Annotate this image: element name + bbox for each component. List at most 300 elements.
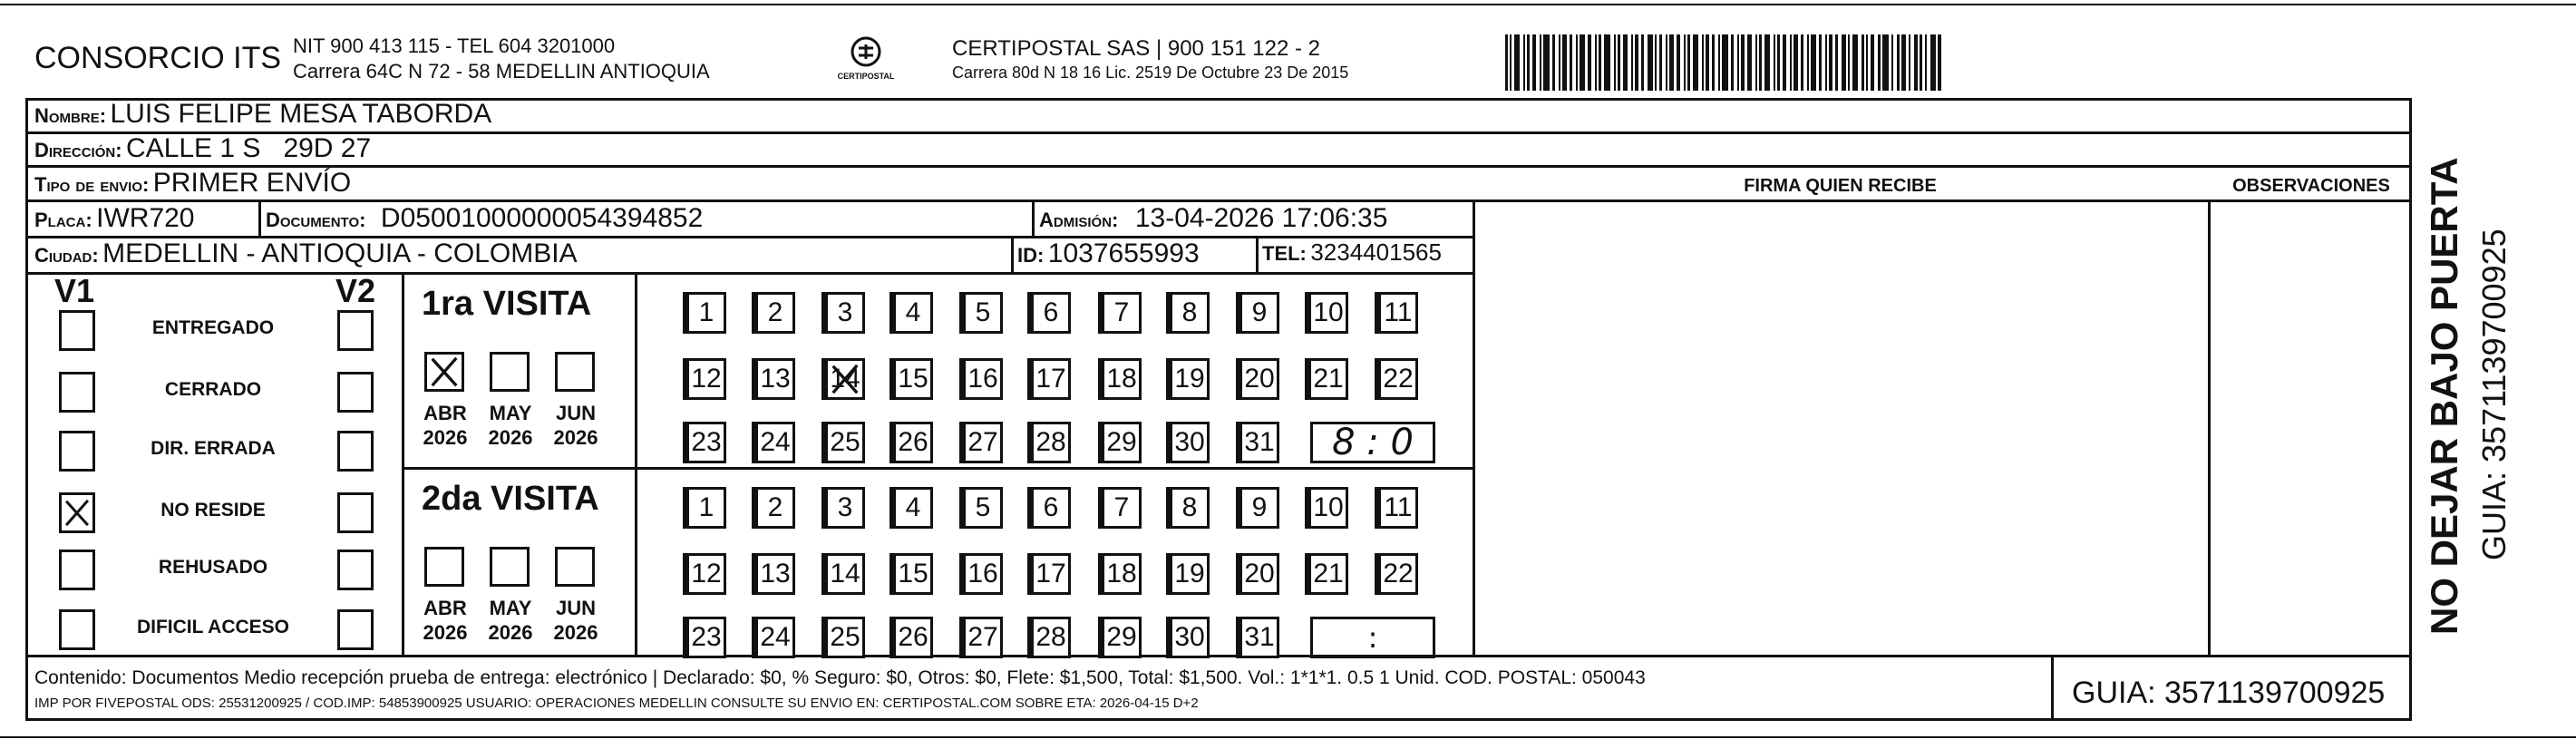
id-value: 1037655993 — [1047, 238, 1200, 268]
admission-field — [1039, 203, 1387, 234]
day-number: 30 — [1174, 427, 1205, 457]
month-name: JUN — [555, 597, 596, 619]
col-status-right — [402, 272, 404, 655]
name-value: LUIS FELIPE MESA TABORDA — [110, 99, 492, 129]
month-checkbox[interactable] — [490, 547, 530, 587]
day-cell[interactable] — [686, 358, 726, 400]
barcode-bar — [1819, 34, 1822, 91]
day-cell[interactable] — [1102, 617, 1142, 658]
month-year: 2026 — [488, 621, 533, 644]
day-number: 24 — [760, 622, 791, 652]
barcode-bar — [1731, 34, 1734, 91]
status-v2-checkbox[interactable] — [337, 372, 374, 413]
barcode-bar — [1901, 34, 1906, 91]
day-number: 14 — [830, 559, 860, 588]
day-number: 8 — [1181, 492, 1198, 522]
day-number: 3 — [837, 492, 853, 522]
address-value: CALLE 1 S 29D 27 — [126, 133, 372, 163]
day-number: 28 — [1035, 622, 1066, 652]
document-label: Documento: — [266, 209, 366, 231]
day-number: 25 — [830, 622, 860, 652]
barcode-bar — [1604, 34, 1610, 91]
day-number: 9 — [1251, 492, 1268, 522]
col-observations-left — [2208, 199, 2211, 655]
day-cell[interactable] — [1239, 292, 1279, 334]
city-field — [34, 238, 578, 269]
day-number: 22 — [1383, 364, 1414, 394]
status-label: DIR. ERRADA — [151, 438, 276, 459]
day-cell[interactable] — [893, 358, 933, 400]
day-cell[interactable] — [755, 422, 795, 463]
day-number: 28 — [1035, 427, 1066, 457]
sender-line2: Carrera 64C N 72 - 58 MEDELLIN ANTIOQUIA — [293, 60, 710, 83]
barcode-bar — [1777, 34, 1780, 91]
day-number: 6 — [1043, 297, 1059, 327]
day-cell[interactable] — [825, 358, 865, 400]
barcode-bar — [1848, 34, 1850, 91]
signature-header: FIRMA QUIEN RECIBE — [1744, 176, 1937, 196]
carrier-line1: CERTIPOSTAL SAS | 900 151 122 - 2 — [952, 36, 1320, 61]
barcode-bar — [1580, 34, 1585, 91]
day-number: 20 — [1244, 559, 1275, 588]
barcode-bar — [1747, 34, 1752, 91]
barcode-bar — [1862, 34, 1864, 91]
barcode-bar — [1648, 34, 1653, 91]
month-year: 2026 — [423, 621, 468, 644]
row-line-6 — [25, 655, 2412, 657]
day-cell[interactable] — [755, 617, 795, 658]
id-divider — [1011, 236, 1014, 272]
day-cell[interactable] — [1170, 487, 1210, 529]
status-v1-checkbox[interactable] — [59, 431, 95, 472]
day-number: 10 — [1313, 297, 1344, 327]
barcode-bar — [1540, 34, 1541, 91]
day-number: 26 — [898, 427, 928, 457]
carrier-line2: Carrera 80d N 18 16 Lic. 2519 De Octubre 23 De 2015 — [952, 63, 1349, 82]
day-cell[interactable] — [1239, 617, 1279, 658]
barcode-bar — [1532, 34, 1536, 91]
day-number: 26 — [898, 622, 928, 652]
barcode-bar — [1835, 34, 1838, 91]
barcode-bar — [1783, 34, 1786, 91]
barcode-bar — [1755, 34, 1757, 91]
day-number: 17 — [1035, 364, 1066, 394]
status-v2-checkbox[interactable] — [337, 550, 374, 590]
day-number: 1 — [698, 492, 714, 522]
month-checkbox[interactable] — [490, 352, 530, 392]
barcode-bar — [1878, 34, 1881, 91]
barcode-bar — [1882, 34, 1889, 91]
document-field — [266, 203, 703, 234]
barcode-bar — [1659, 34, 1662, 91]
day-cell[interactable] — [755, 358, 795, 400]
tel-value: 3234401565 — [1310, 238, 1442, 266]
day-number: 31 — [1244, 427, 1275, 457]
barcode-bar — [1641, 34, 1644, 91]
month-checkbox[interactable] — [555, 547, 595, 587]
day-cell[interactable] — [963, 487, 1003, 529]
barcode-bar — [1599, 34, 1601, 91]
x-mark-icon — [62, 495, 92, 530]
barcode-bar — [1706, 34, 1709, 91]
day-cell[interactable] — [1102, 487, 1142, 529]
name-field — [34, 99, 491, 130]
day-cell[interactable] — [1239, 487, 1279, 529]
barcode-bar — [1552, 34, 1555, 91]
top-scan-line — [0, 4, 2576, 5]
v2-label: V2 — [335, 272, 376, 309]
barcode-bar — [1523, 34, 1525, 91]
day-cell[interactable] — [1170, 617, 1210, 658]
barcode-bar — [1909, 34, 1910, 91]
barcode-bar — [1801, 34, 1803, 91]
barcode-bar — [1666, 34, 1667, 91]
status-v1-checkbox[interactable] — [59, 609, 95, 650]
day-cell[interactable] — [825, 617, 865, 658]
barcode-bar — [1618, 34, 1620, 91]
day-cell[interactable] — [963, 553, 1003, 595]
day-number: 15 — [898, 364, 928, 394]
document-value: D05001000000054394852 — [380, 203, 704, 233]
status-label: NO RESIDE — [160, 500, 266, 520]
admission-value: 13-04-2026 17:06:35 — [1134, 203, 1388, 233]
barcode-bar — [1595, 34, 1597, 91]
admission-label: Admisión: — [1039, 209, 1119, 231]
visit-time-box[interactable] — [1310, 617, 1435, 658]
barcode-bar — [1774, 34, 1775, 91]
day-cell[interactable] — [963, 422, 1003, 463]
day-cell[interactable] — [1308, 292, 1348, 334]
day-cell[interactable] — [755, 292, 795, 334]
barcode-bar — [1920, 34, 1922, 91]
day-number: 1 — [698, 297, 714, 327]
day-number: 19 — [1174, 559, 1205, 588]
day-number: 21 — [1313, 559, 1344, 588]
footer-line2: IMP POR FIVEPOSTAL ODS: 25531200925 / COD.IMP: 54853900925 USUARIO: OPERACIONES MEDELLIN CONSULTE SU ENVIO EN: CERTIPOSTAL.COM SOBRE ETA: 2026-04-15 D+2 — [34, 696, 1199, 711]
day-cell[interactable] — [1031, 553, 1071, 595]
barcode-bar — [1623, 34, 1628, 91]
day-cell[interactable] — [963, 617, 1003, 658]
day-cell[interactable] — [893, 422, 933, 463]
day-cell[interactable] — [1239, 358, 1279, 400]
row-line-2 — [25, 165, 2412, 168]
day-number: 16 — [967, 364, 998, 394]
plate-value: IWR720 — [96, 203, 195, 233]
plate-divider — [258, 199, 261, 236]
day-number: 29 — [1106, 427, 1137, 457]
tel-field — [1262, 238, 1442, 267]
day-number: 10 — [1313, 492, 1344, 522]
sender-line1: NIT 900 413 115 - TEL 604 3201000 — [293, 34, 616, 57]
barcode — [1505, 34, 2203, 91]
day-number: 17 — [1035, 559, 1066, 588]
status-v1-checkbox[interactable] — [59, 550, 95, 590]
day-cell[interactable] — [1031, 358, 1071, 400]
month-year: 2026 — [553, 426, 598, 449]
day-cell[interactable] — [893, 617, 933, 658]
month-checkbox[interactable] — [424, 352, 464, 392]
day-number: 14 — [830, 364, 860, 394]
day-number: 30 — [1174, 622, 1205, 652]
day-cell[interactable] — [1378, 358, 1418, 400]
day-cell[interactable] — [1170, 292, 1210, 334]
barcode-bar — [1684, 34, 1686, 91]
logo-text: CERTIPOSTAL — [837, 72, 895, 81]
barcode-bar — [1722, 34, 1728, 91]
side-guide-number: GUIA: 3571139700925 — [2475, 229, 2513, 560]
day-cell[interactable] — [1308, 553, 1348, 595]
day-cell[interactable] — [1102, 358, 1142, 400]
day-cell[interactable] — [825, 292, 865, 334]
barcode-bar — [1510, 34, 1512, 91]
address-field — [34, 133, 371, 164]
day-cell[interactable] — [893, 292, 933, 334]
day-number: 12 — [691, 364, 722, 394]
barcode-bar — [1702, 34, 1704, 91]
day-cell[interactable] — [1378, 487, 1418, 529]
day-cell[interactable] — [1239, 553, 1279, 595]
month-name: ABR — [423, 597, 467, 619]
day-cell[interactable] — [686, 422, 726, 463]
day-cell[interactable] — [686, 617, 726, 658]
barcode-bar — [1891, 34, 1893, 91]
barcode-bar — [1614, 34, 1616, 91]
day-number: 6 — [1043, 492, 1059, 522]
status-label: REHUSADO — [158, 557, 268, 578]
barcode-bar — [1914, 34, 1918, 91]
day-number: 7 — [1113, 492, 1130, 522]
day-number: 19 — [1174, 364, 1205, 394]
plate-field — [34, 203, 195, 234]
barcode-bar — [1677, 34, 1680, 91]
visit-time-value: 8 : 0 — [1332, 422, 1414, 463]
barcode-bar — [1811, 34, 1816, 91]
sender-name: CONSORCIO ITS — [34, 41, 282, 75]
col-footer-guide — [2051, 655, 2054, 721]
month-year: 2026 — [553, 621, 598, 644]
row-line-3 — [25, 199, 2412, 202]
day-number: 27 — [967, 622, 998, 652]
day-cell[interactable] — [1031, 617, 1071, 658]
day-number: 2 — [767, 492, 783, 522]
day-cell[interactable] — [963, 292, 1003, 334]
footer-line1: Contenido: Documentos Medio recepción prueba de entrega: electrónico | Declarado: $0, % Seguro: $0, Otros: $0, Flete: $1,500, Total: $1,500. Vol.: 1*1*1. 0.5 1 Unid. COD. POSTAL: 050043 — [34, 667, 1646, 688]
day-cell[interactable] — [825, 553, 865, 595]
day-number: 27 — [967, 427, 998, 457]
month-year: 2026 — [488, 426, 533, 449]
day-number: 23 — [691, 622, 722, 652]
day-cell[interactable] — [825, 422, 865, 463]
day-number: 25 — [830, 427, 860, 457]
barcode-bar — [1925, 34, 1927, 91]
observations-header: OBSERVACIONES — [2232, 176, 2390, 196]
day-number: 22 — [1383, 559, 1414, 588]
status-v2-checkbox[interactable] — [337, 492, 374, 533]
status-label: CERRADO — [164, 379, 262, 400]
day-number: 8 — [1181, 297, 1198, 327]
day-cell[interactable] — [825, 487, 865, 529]
day-number: 18 — [1106, 559, 1137, 588]
barcode-bar — [1527, 34, 1530, 91]
day-cell[interactable] — [1102, 553, 1142, 595]
day-cell[interactable] — [755, 553, 795, 595]
day-cell[interactable] — [1031, 292, 1071, 334]
day-cell[interactable] — [755, 487, 795, 529]
day-cell[interactable] — [686, 553, 726, 595]
barcode-bar — [1825, 34, 1827, 91]
barcode-bar — [1790, 34, 1792, 91]
day-cell[interactable] — [1102, 292, 1142, 334]
barcode-bar — [1852, 34, 1858, 91]
day-cell[interactable] — [963, 358, 1003, 400]
city-value: MEDELLIN - ANTIOQUIA - COLOMBIA — [102, 238, 578, 268]
type-field — [34, 168, 351, 199]
day-number: 21 — [1313, 364, 1344, 394]
day-number: 7 — [1113, 297, 1130, 327]
barcode-bar — [1842, 34, 1846, 91]
barcode-bar — [1635, 34, 1638, 91]
day-number: 16 — [967, 559, 998, 588]
certipostal-logo — [834, 32, 898, 91]
day-number: 5 — [975, 492, 991, 522]
v1-label: V1 — [54, 272, 95, 309]
barcode-bar — [1866, 34, 1868, 91]
row-line-5 — [25, 272, 1474, 275]
day-number: 11 — [1384, 297, 1413, 327]
day-cell[interactable] — [1170, 358, 1210, 400]
barcode-bar — [1588, 34, 1591, 91]
visit-time-value: : — [1367, 620, 1378, 655]
day-cell[interactable] — [1031, 422, 1071, 463]
barcode-bar — [1562, 34, 1567, 91]
visit-title: 2da VISITA — [422, 480, 599, 518]
day-number: 23 — [691, 427, 722, 457]
visit-divider — [402, 467, 1474, 470]
city-label: Ciudad: — [34, 244, 99, 267]
day-cell[interactable] — [1170, 553, 1210, 595]
barcode-bar — [1871, 34, 1874, 91]
day-number: 11 — [1384, 492, 1413, 522]
type-value: PRIMER ENVÍO — [152, 168, 352, 198]
barcode-bar — [1514, 34, 1520, 91]
barcode-bar — [1930, 34, 1936, 91]
month-name: MAY — [489, 597, 532, 619]
day-cell[interactable] — [1031, 487, 1071, 529]
barcode-bar — [1655, 34, 1657, 91]
day-cell[interactable] — [893, 487, 933, 529]
barcode-bar — [1543, 34, 1550, 91]
day-number: 12 — [691, 559, 722, 588]
day-cell[interactable] — [1170, 422, 1210, 463]
barcode-bar — [1570, 34, 1572, 91]
barcode-bar — [1807, 34, 1809, 91]
id-label: ID: — [1017, 244, 1045, 267]
col-months-right — [635, 272, 637, 655]
barcode-bar — [1669, 34, 1674, 91]
bottom-scan-line — [0, 736, 2576, 738]
barcode-bar — [1576, 34, 1578, 91]
barcode-bar — [1829, 34, 1832, 91]
day-number: 15 — [898, 559, 928, 588]
tel-label: TEL: — [1262, 242, 1307, 265]
barcode-bar — [1712, 34, 1715, 91]
no-dejar-warning: NO DEJAR BAJO PUERTA — [2423, 157, 2465, 635]
tel-divider — [1256, 236, 1259, 272]
address-label: Dirección: — [34, 139, 122, 161]
day-number: 31 — [1244, 622, 1275, 652]
barcode-bar — [1559, 34, 1560, 91]
id-field — [1017, 238, 1200, 269]
barcode-bar — [1897, 34, 1900, 91]
day-cell[interactable] — [686, 487, 726, 529]
barcode-bar — [1737, 34, 1739, 91]
barcode-bar — [1718, 34, 1720, 91]
admission-divider — [1032, 199, 1035, 236]
visit-time-box[interactable] — [1310, 422, 1435, 463]
month-name: ABR — [423, 402, 467, 424]
status-v2-checkbox[interactable] — [337, 609, 374, 650]
barcode-bar — [1693, 34, 1698, 91]
status-v1-checkbox[interactable] — [59, 310, 95, 351]
barcode-bar — [1759, 34, 1762, 91]
day-number: 9 — [1251, 297, 1268, 327]
month-name: JUN — [555, 402, 596, 424]
col-signature-left — [1473, 199, 1475, 655]
barcode-bar — [1938, 34, 1941, 91]
barcode-bar — [1793, 34, 1798, 91]
day-number: 18 — [1106, 364, 1137, 394]
day-cell[interactable] — [1308, 487, 1348, 529]
visit-title: 1ra VISITA — [422, 285, 592, 323]
day-number: 2 — [767, 297, 783, 327]
status-v1-checkbox[interactable] — [59, 492, 95, 533]
month-year: 2026 — [423, 426, 468, 449]
barcode-bar — [1741, 34, 1745, 91]
certipostal-logo-icon — [834, 32, 898, 91]
day-cell[interactable] — [1102, 422, 1142, 463]
x-mark-icon — [427, 355, 462, 389]
day-cell[interactable] — [686, 292, 726, 334]
x-mark-icon — [828, 361, 862, 397]
day-number: 4 — [905, 297, 921, 327]
day-number: 5 — [975, 297, 991, 327]
month-checkbox[interactable] — [424, 547, 464, 587]
day-number: 24 — [760, 427, 791, 457]
day-number: 13 — [760, 364, 791, 394]
day-cell[interactable] — [893, 553, 933, 595]
status-v2-checkbox[interactable] — [337, 431, 374, 472]
barcode-bar — [1505, 34, 1508, 91]
status-v2-checkbox[interactable] — [337, 310, 374, 351]
day-number: 20 — [1244, 364, 1275, 394]
type-label: Tipo de envio: — [34, 173, 150, 196]
day-cell[interactable] — [1308, 358, 1348, 400]
status-v1-checkbox[interactable] — [59, 372, 95, 413]
day-number: 13 — [760, 559, 791, 588]
day-cell[interactable] — [1378, 292, 1418, 334]
day-cell[interactable] — [1239, 422, 1279, 463]
status-label: ENTREGADO — [151, 317, 275, 338]
day-number: 3 — [837, 297, 853, 327]
month-name: MAY — [489, 402, 532, 424]
barcode-bar — [1764, 34, 1770, 91]
name-label: Nombre: — [34, 104, 107, 127]
plate-label: Placa: — [34, 209, 92, 231]
row-line-1 — [25, 131, 2412, 134]
day-cell[interactable] — [1378, 553, 1418, 595]
month-checkbox[interactable] — [555, 352, 595, 392]
barcode-bar — [1631, 34, 1633, 91]
